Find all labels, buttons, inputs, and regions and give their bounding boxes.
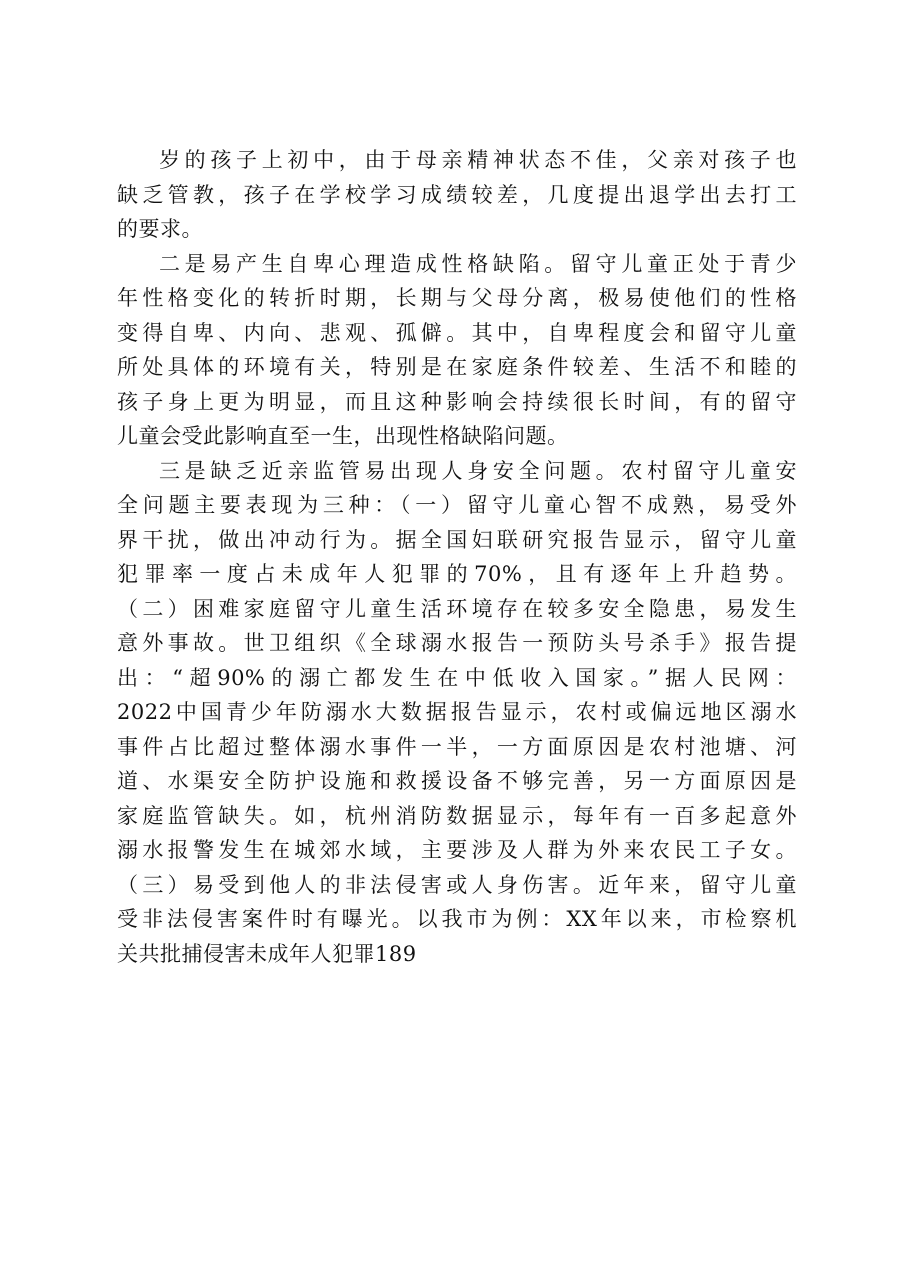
text-line: 2022中国青少年防溺水大数据报告显示，农村或偏远地区溺水	[117, 700, 797, 724]
text-line: 全问题主要表现为三种：（一）留守儿童心智不成熟，易受外	[117, 493, 797, 517]
paragraph-inferiority	[117, 247, 797, 454]
text-line: 变得自卑、内向、悲观、孤僻。其中，自卑程度会和留守儿童	[117, 320, 797, 345]
text-line: 岁的孩子上初中，由于母亲精神状态不佳，父亲对孩子也	[159, 148, 797, 172]
text-line: 儿童会受此影响直至一生，出现性格缺陷问题。	[117, 424, 569, 448]
text-line: （二）困难家庭留守儿童生活环境存在较多安全隐患，易发生	[117, 596, 797, 621]
text-line: 年性格变化的转折时期，长期与父母分离，极易使他们的性格	[117, 286, 797, 310]
text-line: 界干扰，做出冲动行为。据全国妇联研究报告显示，留守儿童	[117, 527, 797, 552]
text-line: 二是易产生自卑心理造成性格缺陷。留守儿童正处于青少	[159, 251, 797, 276]
text-line: 事件占比超过整体溺水事件一半，一方面原因是农村池塘、河	[117, 734, 797, 759]
text-line: 孩子身上更为明显，而且这种影响会持续很长时间，有的留守	[117, 389, 797, 414]
text-line: 所处具体的环境有关，特别是在家庭条件较差、生活不和睦的	[117, 355, 797, 379]
text-line: 受非法侵害案件时有曝光。以我市为例：XX年以来，市检察机	[117, 907, 797, 931]
paragraph-continuation	[117, 143, 797, 247]
text-line: 溺水报警发生在城郊水域，主要涉及人群为外来农民工子女。	[117, 838, 797, 862]
text-line: 道、水渠安全防护设施和救援设备不够完善，另一方面原因是	[117, 769, 797, 793]
text-line: 意外事故。世卫组织《全球溺水报告一预防头号杀手》报告提	[117, 631, 797, 655]
text-line: 三是缺乏近亲监管易出现人身安全问题。农村留守儿童安	[159, 458, 797, 483]
text-line: （三）易受到他人的非法侵害或人身伤害。近年来，留守儿童	[117, 872, 797, 897]
text-line: 犯罪率一度占未成年人犯罪的70%，且有逐年上升趋势。	[117, 562, 797, 586]
text-line: 关共批捕侵害未成年人犯罪189	[117, 941, 417, 966]
text-line: 的要求。	[117, 217, 203, 241]
body-text	[117, 143, 797, 971]
text-line: 出：“超90%的溺亡都发生在中低收入国家。”据人民网：	[117, 665, 797, 690]
text-line: 缺乏管教，孩子在学校学习成绩较差，几度提出退学出去打工	[117, 182, 797, 207]
paragraph-safety	[117, 454, 797, 972]
text-line: 家庭监管缺失。如，杭州消防数据显示，每年有一百多起意外	[117, 803, 797, 828]
